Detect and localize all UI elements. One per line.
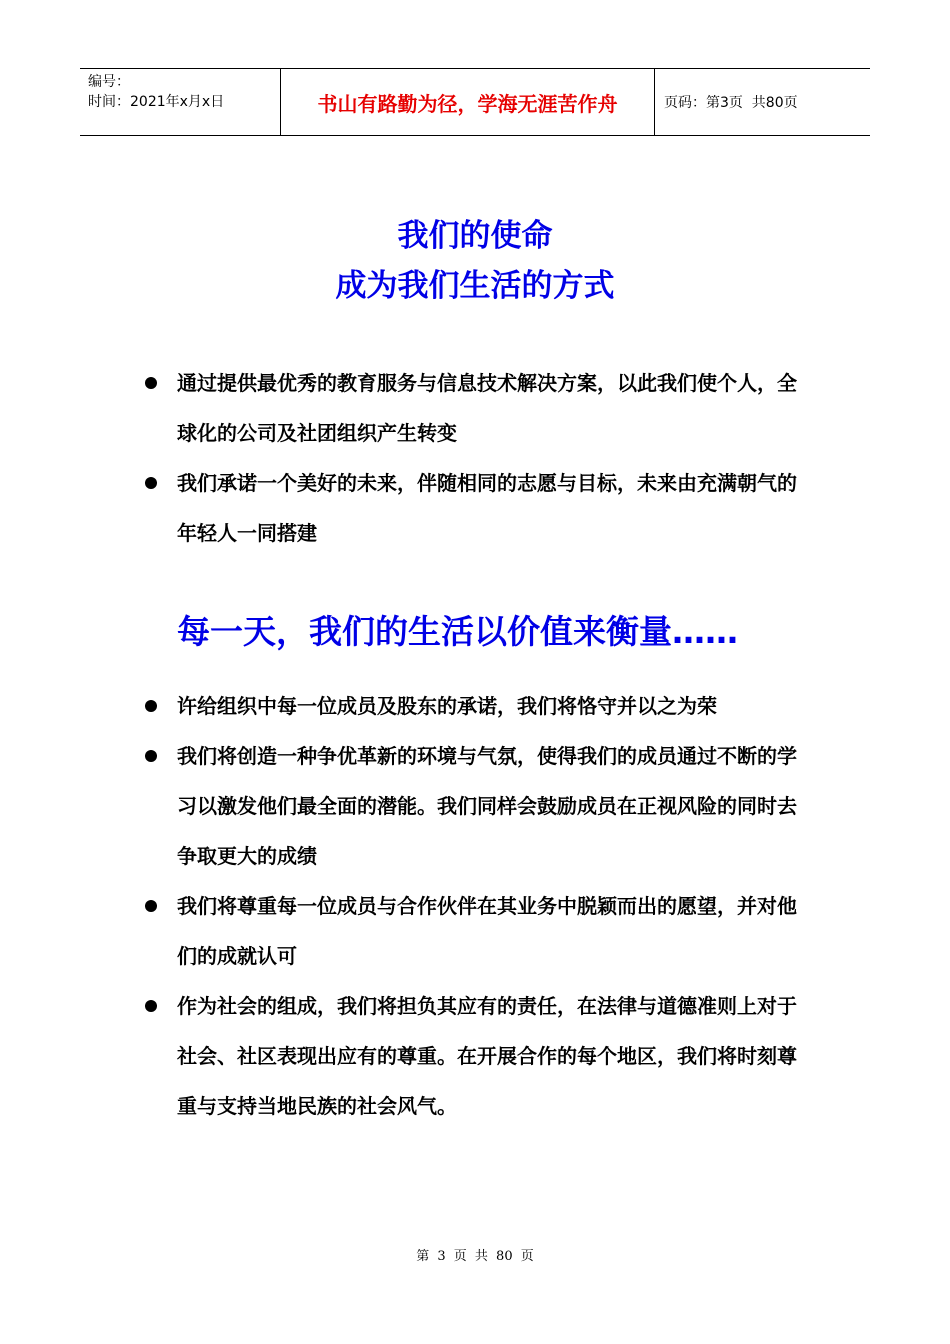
header-meta-cell xyxy=(80,69,281,135)
document-time-label: 时间：2021年x月x日 xyxy=(88,94,225,110)
list-item: 我们将创造一种争优革新的环境与气氛，使得我们的成员通过不断的学习以激发他们最全面的潜能。我们同样会鼓励成员在正视风险的同时去争取更大的成绩 xyxy=(0,731,807,881)
values-list xyxy=(0,681,950,1131)
bullet-icon xyxy=(145,1000,157,1012)
bullet-icon xyxy=(145,750,157,762)
document-number-label: 编号： xyxy=(88,74,130,90)
bullet-icon xyxy=(145,477,157,489)
page-footer: 第 3 页 共 80 页 xyxy=(416,1249,534,1264)
header-motto: 书山有路勤为径，学海无涯苦作舟 xyxy=(281,69,655,135)
mission-list xyxy=(0,358,950,558)
mission-title-line2: 成为我们生活的方式 xyxy=(335,268,615,304)
header-page-info: 页码：第3页 共80页 xyxy=(664,95,798,111)
bullet-icon xyxy=(145,700,157,712)
list-item: 许给组织中每一位成员及股东的承诺，我们将恪守并以之为荣 xyxy=(0,681,807,731)
document-header xyxy=(80,68,870,136)
mission-title-line1: 我们的使命 xyxy=(397,218,553,254)
bullet-icon xyxy=(145,377,157,389)
list-item: 我们将尊重每一位成员与合作伙伴在其业务中脱颖而出的愿望，并对他们的成就认可 xyxy=(0,881,807,981)
list-item: 通过提供最优秀的教育服务与信息技术解决方案，以此我们使个人，全球化的公司及社团组织产生转变 xyxy=(0,358,807,458)
list-item: 作为社会的组成，我们将担负其应有的责任，在法律与道德准则上对于社会、社区表现出应有的尊重。在开展合作的每个地区，我们将时刻尊重与支持当地民族的社会风气。 xyxy=(0,981,807,1131)
bullet-icon xyxy=(145,900,157,912)
values-heading: 每一天，我们的生活以价值来衡量…… xyxy=(177,612,738,651)
list-item: 我们承诺一个美好的未来，伴随相同的志愿与目标，未来由充满朝气的年轻人一同搭建 xyxy=(0,458,807,558)
